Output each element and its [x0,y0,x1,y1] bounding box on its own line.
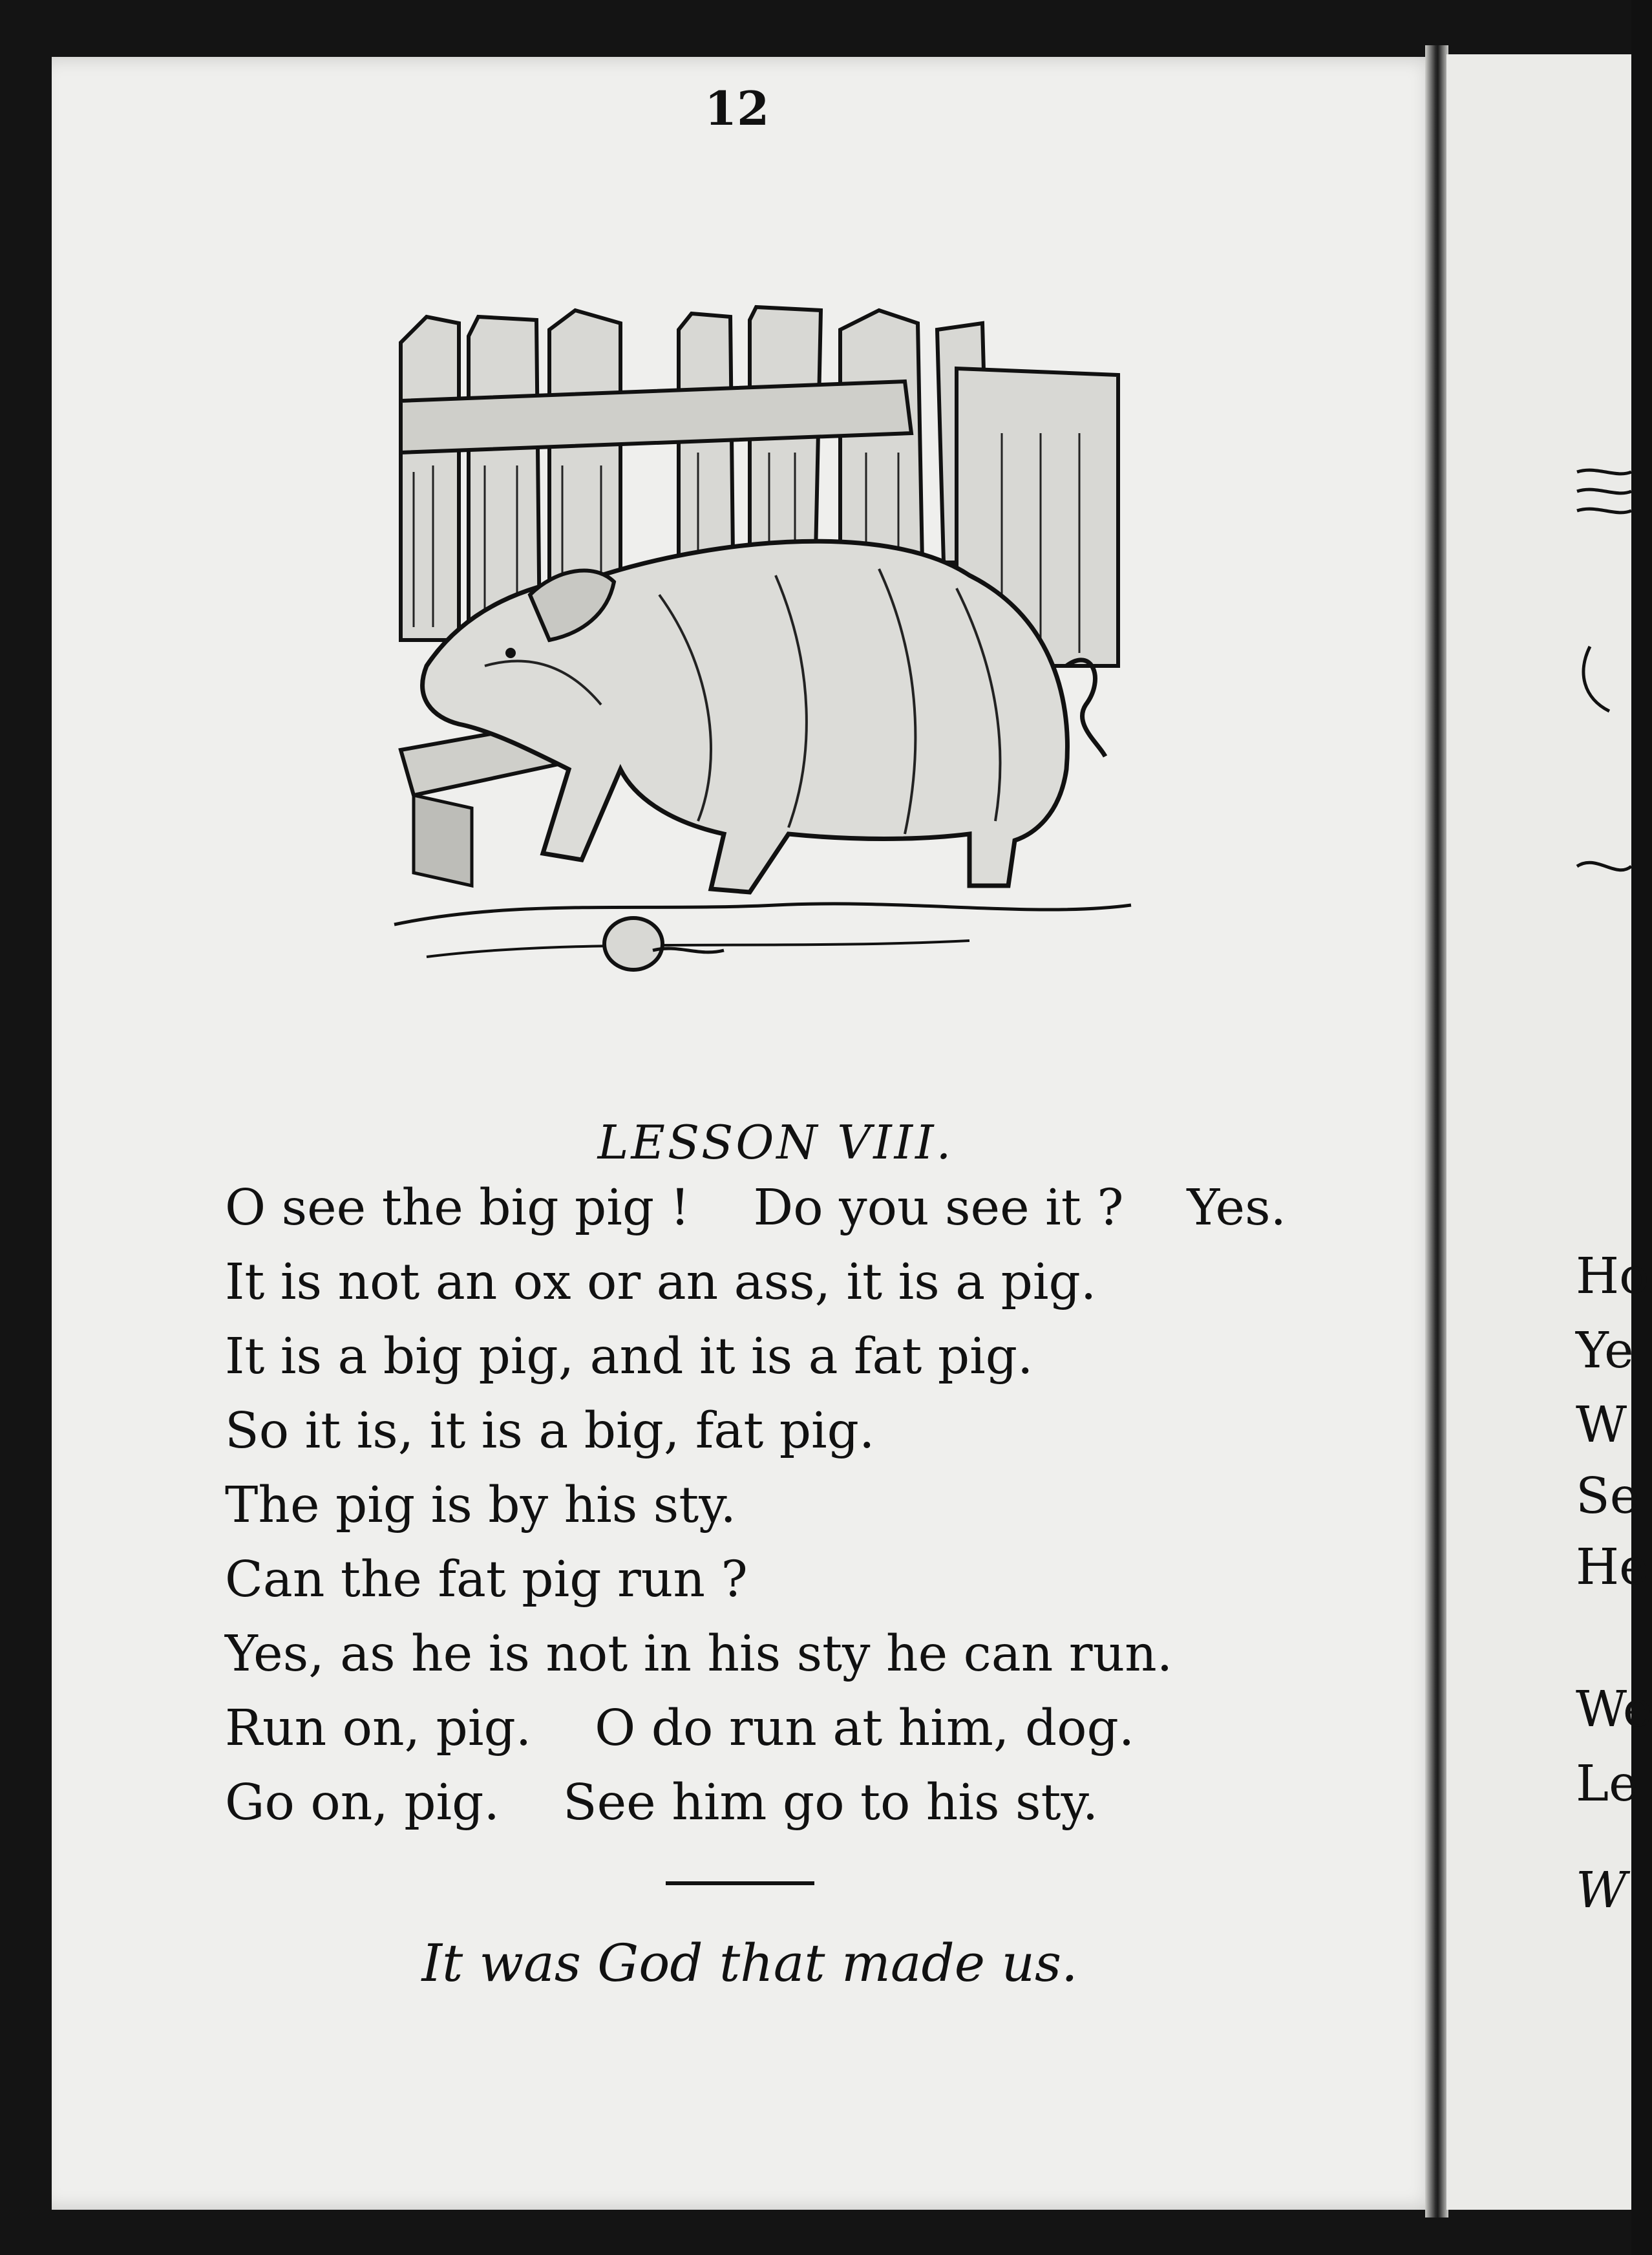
lesson-line: Go on, pig. See him go to his sty. [225,1774,1099,1832]
facing-text-fragment: Ye [1576,1322,1634,1380]
facing-text-fragment: He [1576,1539,1649,1596]
facing-text-fragment: Se [1576,1468,1640,1525]
facing-text-fragment: We [1576,1681,1652,1738]
lesson-line: The pig is by his sty. [225,1477,736,1534]
pig-by-sty-icon [388,304,1138,1009]
facing-text-fragment: W [1576,1862,1627,1919]
motto: It was God that made us. [421,1933,1078,1993]
lesson-line: Run on, pig. O do run at him, dog. [225,1700,1135,1757]
facing-text-fragment: Le [1576,1755,1638,1813]
lesson-line: Can the fat pig run ? [225,1551,748,1608]
lesson-line: O see the big pig ! Do you see it ? Yes. [225,1179,1287,1237]
facing-text-fragment: Ho [1576,1248,1649,1305]
section-divider [666,1881,814,1885]
lesson-line: It is a big pig, and it is a fat pig. [225,1328,1033,1385]
facing-illustration-icon [1571,453,1631,1009]
facing-text-fragment: W [1576,1396,1627,1454]
lesson-line: It is not an ox or an ass, it is a pig. [225,1254,1097,1311]
page-number: 12 [704,81,770,136]
book-gutter [1425,45,1448,2218]
lesson-title: LESSON VIII. [597,1115,954,1170]
lesson-line: So it is, it is a big, fat pig. [225,1402,875,1460]
lesson-line: Yes, as he is not in his sty he can run. [225,1625,1173,1683]
